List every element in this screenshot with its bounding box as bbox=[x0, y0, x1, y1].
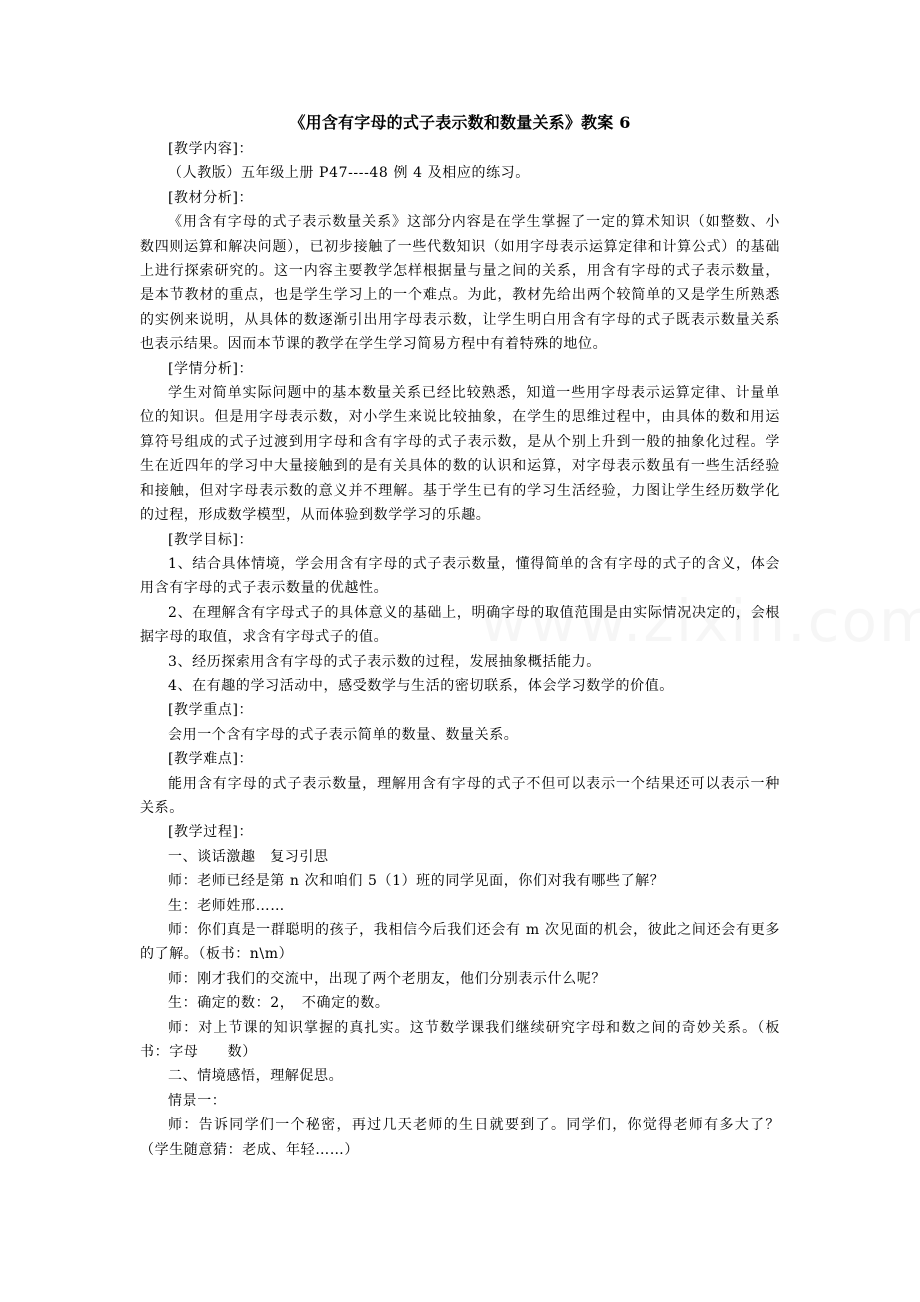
document-body bbox=[140, 137, 780, 1162]
paragraph: 生：老师姓邢…… bbox=[168, 897, 285, 914]
paragraph: 二、情境感悟，理解促思。 bbox=[168, 1068, 344, 1085]
paragraph: [教材分析]： bbox=[168, 189, 254, 206]
paragraph: 会用一个含有字母的式子表示简单的数量、数量关系。 bbox=[168, 726, 519, 743]
document-title: 《用含有字母的式子表示数和数量关系》教案 6 bbox=[289, 113, 631, 132]
document-page bbox=[140, 111, 780, 1162]
paragraph: （人教版）五年级上册 P47----48 例 4 及相应的练习。 bbox=[168, 165, 530, 182]
paragraph: 师：对上节课的知识掌握的真扎实。这节数学课我们继续研究字母和数之间的奇妙关系。（板书：字母 数） bbox=[140, 1019, 780, 1061]
paragraph: 4、在有趣的学习活动中，感受数学与生活的密切联系，体会学习数学的价值。 bbox=[168, 677, 674, 694]
paragraph: 师：刚才我们的交流中，出现了两个老朋友，他们分别表示什么呢？ bbox=[168, 970, 606, 987]
paragraph: [教学难点]： bbox=[168, 751, 254, 768]
paragraph: 学生对简单实际问题中的基本数量关系已经比较熟悉，知道一些用字母表示运算定律、计量单位的知识。但是用字母表示数，对小学生来说比较抽象，在学生的思维过程中，由具体的数和用运算符号组成的式子过渡到用字母和含有字母的式子表示数，是从个别上升到一般的抽象化过程。学生在近四年的学习中大量接触到的是有关具体的数的认识和运算，对字母表示数虽有一些生活经验和接触，但对字母表示数的意义并不理解。基于学生已有的学习生活经验，力图让学生经历数学化的过程，形成数学模型，从而体验到数学学习的乐趣。 bbox=[140, 385, 780, 524]
paragraph: 师：老师已经是第 n 次和咱们 5（1）班的同学见面，你们对我有哪些了解？ bbox=[168, 873, 665, 890]
paragraph: [教学内容]： bbox=[168, 141, 254, 157]
paragraph: 情景一： bbox=[168, 1092, 227, 1109]
paragraph: 师：你们真是一群聪明的孩子，我相信今后我们还会有 m 次见面的机会，彼此之间还会有更多的了解。（板书：n\m） bbox=[140, 922, 780, 963]
paragraph: 能用含有字母的式子表示数量，理解用含有字母的式子不但可以表示一个结果还可以表示一种关系。 bbox=[140, 775, 780, 816]
paragraph: 一、谈话激趣 复习引思 bbox=[168, 848, 329, 865]
paragraph: [教学过程]： bbox=[168, 824, 254, 841]
paragraph: 1、结合具体情境，学会用含有字母的式子表示数量，懂得简单的含有字母的式子的含义，体会用含有字母的式子表示数量的优越性。 bbox=[140, 555, 780, 597]
paragraph: 师：告诉同学们一个秘密，再过几天老师的生日就要到了。同学们，你觉得老师有多大了？（学生随意猜：老成、年轻……） bbox=[140, 1117, 780, 1158]
paragraph: [学情分析]： bbox=[168, 360, 254, 377]
paragraph: 生：确定的数：2， 不确定的数。 bbox=[168, 995, 390, 1012]
paragraph: 《用含有字母的式子表示数量关系》这部分内容是在学生掌握了一定的算术知识（如整数、小数四则运算和解决问题），已初步接触了一些代数知识（如用字母表示运算定律和计算公式）的基础上进行探索研究的。这一内容主要教学怎样根据量与量之间的关系，用含有字母的式子表示数量，是本节教材的重点，也是学生学习上的一个难点。为此，教材先给出两个较简单的又是学生所熟悉的实例来说明，从具体的数逐渐引出用字母表示数，让学生明白用含有字母的式子既表示数量关系也表示结果。因而本节课的教学在学生学习简易方程中有着特殊的地位。 bbox=[140, 214, 780, 353]
paragraph: [教学目标]： bbox=[168, 531, 254, 548]
paragraph: [教学重点]： bbox=[168, 702, 254, 719]
paragraph: 2、在理解含有字母式子的具体意义的基础上，明确字母的取值范围是由实际情况决定的，会根据字母的取值，求含有字母式子的值。 bbox=[140, 604, 780, 646]
paragraph: 3、经历探索用含有字母的式子表示数的过程，发展抽象概括能力。 bbox=[168, 653, 601, 670]
